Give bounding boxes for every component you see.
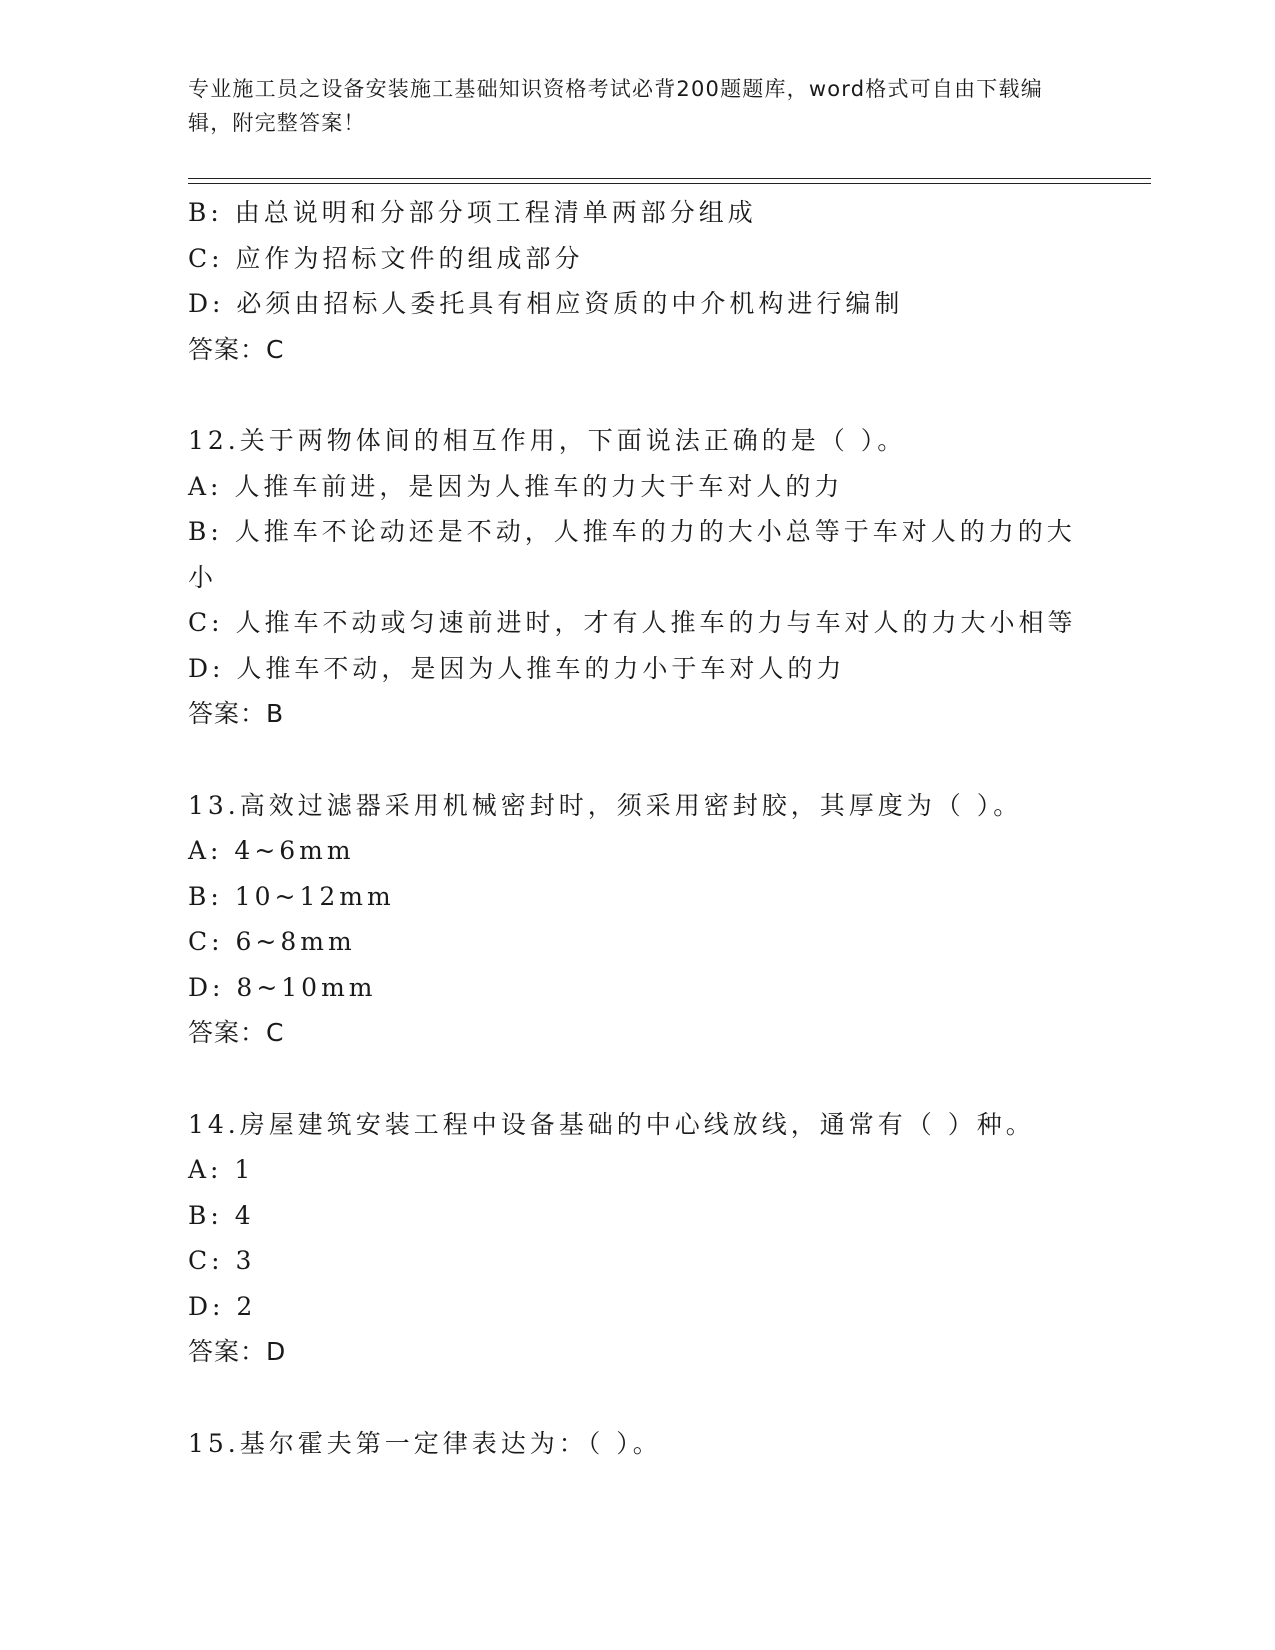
question-list <box>188 190 1088 1466</box>
answer-label: 答案：B <box>188 699 285 728</box>
option-d: D: 必须由招标人委托具有相应资质的中介机构进行编制 <box>188 289 904 318</box>
option-b: B: 4 <box>188 1200 255 1230</box>
option-c: C: 6~8mm <box>188 927 356 956</box>
question-text: 12.关于两物体间的相互作用，下面说法正确的是（ ）。 <box>188 426 907 455</box>
answer-label: 答案：C <box>188 334 285 364</box>
answer-label: 答案：C <box>188 1018 285 1047</box>
option-c: C: 3 <box>188 1246 256 1275</box>
option-c: C: 人推车不动或匀速前进时，才有人推车的力与车对人的力大小相等 <box>188 608 1077 637</box>
option-a: A: 4~6mm <box>188 836 355 865</box>
document-header-title: 专业施工员之设备安装施工基础知识资格考试必背200题题库，word格式可自由下载编辑，附完整答案！ <box>188 77 1043 135</box>
header-divider-top <box>188 178 1151 179</box>
option-a: A: 1 <box>188 1155 255 1184</box>
option-d: D: 2 <box>188 1291 257 1321</box>
option-b: B: 由总说明和分部分项工程清单两部分组成 <box>188 198 757 227</box>
question-text: 13.高效过滤器采用机械密封时，须采用密封胶，其厚度为（ ）。 <box>188 790 1023 820</box>
option-b: B: 人推车不论动还是不动，人推车的力的大小总等于车对人的力的大小 <box>188 517 1076 592</box>
question-13 <box>188 783 1088 1056</box>
question-11-tail <box>188 190 1088 372</box>
question-text: 15.基尔霍夫第一定律表达为：（ ）。 <box>188 1428 662 1458</box>
question-14 <box>188 1102 1088 1375</box>
question-15 <box>188 1421 1088 1467</box>
question-12 <box>188 418 1088 737</box>
answer-label: 答案：D <box>188 1337 287 1366</box>
option-d: D: 8~10mm <box>188 972 377 1002</box>
option-c: C: 应作为招标文件的组成部分 <box>188 243 584 273</box>
question-text: 14.房屋建筑安装工程中设备基础的中心线放线，通常有（ ）种。 <box>188 1109 1035 1139</box>
option-a: A: 人推车前进，是因为人推车的力大于车对人的力 <box>188 471 844 501</box>
header-divider-bottom <box>188 183 1151 184</box>
option-b: B: 10~12mm <box>188 881 395 911</box>
option-d: D: 人推车不动，是因为人推车的力小于车对人的力 <box>188 653 846 683</box>
